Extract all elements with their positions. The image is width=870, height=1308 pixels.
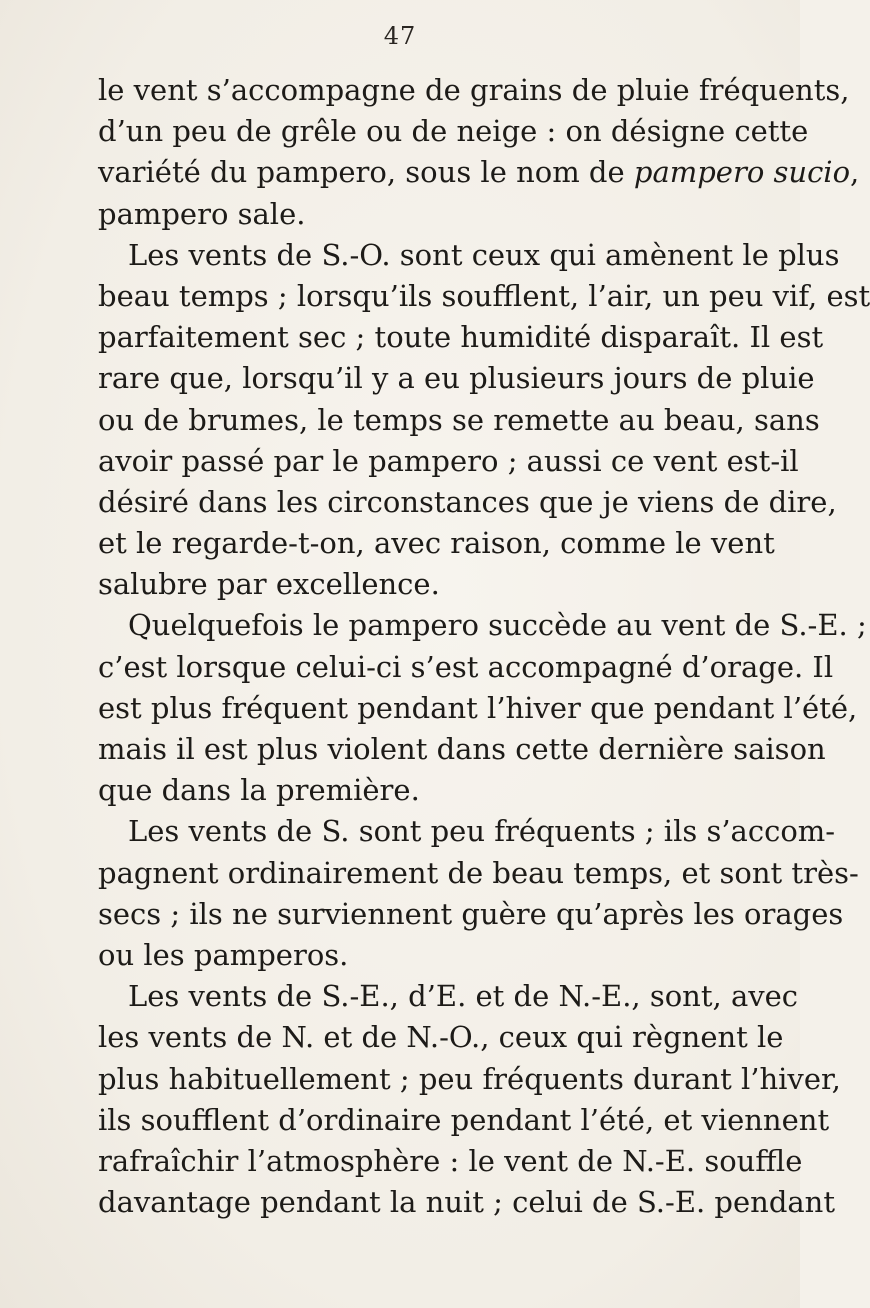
text-line-3 bbox=[98, 152, 860, 193]
page-body-text bbox=[98, 70, 870, 1223]
text-line-25: plus habituellement ; peu fréquents durant l’hiver, bbox=[98, 1061, 841, 1096]
page-number: 47 bbox=[383, 22, 417, 50]
text-line-28: davantage pendant la nuit ; celui de S.-E. pendant bbox=[98, 1185, 836, 1220]
text-line-27: rafraîchir l’atmosphère : le vent de N.-E. souffle bbox=[98, 1143, 803, 1178]
text-line-6: beau temps ; lorsqu’ils soufflent, l’air, un peu vif, est bbox=[98, 278, 870, 313]
text-line-21: secs ; ils ne surviennent guère qu’après les orages bbox=[98, 896, 844, 931]
text-line-8: rare que, lorsqu’il y a eu plusieurs jours de pluie bbox=[98, 361, 815, 396]
text-line-7: parfaitement sec ; toute humidité disparaît. Il est bbox=[98, 320, 824, 355]
text-line-3-comma: , bbox=[850, 155, 860, 190]
text-line-2: d’un peu de grêle ou de neige : on désigne cette bbox=[98, 114, 809, 149]
text-line-1: le vent s’accompagne de grains de pluie fréquents, bbox=[98, 73, 850, 107]
text-line-4: pampero sale. bbox=[98, 196, 306, 231]
text-line-16: est plus fréquent pendant l’hiver que pendant l’été, bbox=[98, 690, 858, 725]
text-line-14: Quelquefois le pampero succède au vent de S.-E. ; bbox=[128, 608, 867, 643]
text-line-17: mais il est plus violent dans cette dernière saison bbox=[98, 732, 826, 766]
italic-term-pampero-sucio: pampero sucio bbox=[633, 155, 851, 190]
text-line-12: et le regarde-t-on, avec raison, comme le vent bbox=[98, 526, 775, 561]
text-line-19: Les vents de S. sont peu fréquents ; ils s’accom- bbox=[128, 814, 836, 849]
text-line-20: pagnent ordinairement de beau temps, et sont très- bbox=[98, 855, 859, 890]
text-line-26: ils soufflent d’ordinaire pendant l’été, et viennent bbox=[98, 1102, 830, 1137]
text-line-10: avoir passé par le pampero ; aussi ce vent est-il bbox=[98, 443, 799, 478]
text-line-3-roman: variété du pampero, sous le nom de bbox=[98, 155, 625, 190]
text-line-18: que dans la première. bbox=[98, 773, 420, 808]
text-line-13: salubre par excellence. bbox=[98, 567, 440, 602]
text-line-11: désiré dans les circonstances que je viens de dire, bbox=[98, 484, 837, 519]
text-line-9: ou de brumes, le temps se remette au beau, sans bbox=[98, 402, 820, 437]
text-line-23: Les vents de S.-E., d’E. et de N.-E., sont, avec bbox=[128, 979, 799, 1014]
text-line-24: les vents de N. et de N.-O., ceux qui règnent le bbox=[98, 1020, 784, 1055]
text-line-22: ou les pamperos. bbox=[98, 937, 349, 972]
text-line-15: c’est lorsque celui-ci s’est accompagné d’orage. Il bbox=[98, 649, 834, 684]
text-line-5: Les vents de S.-O. sont ceux qui amènent le plus bbox=[128, 237, 840, 272]
